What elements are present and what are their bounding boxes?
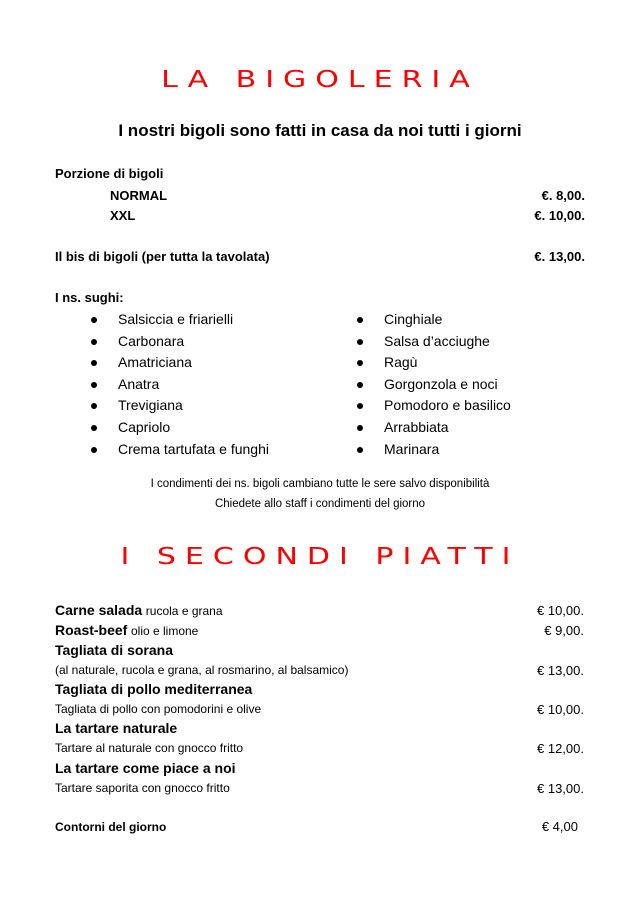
contorni-price: € 4,00 [541, 819, 578, 834]
item-detail: Tartare al naturale con gnocco fritto [55, 741, 244, 755]
list-item [357, 395, 511, 417]
sauce-label: Amatriciana [118, 354, 192, 371]
sauce-label: Gorgonzola e noci [384, 375, 498, 392]
sauce-label: Cinghiale [384, 311, 443, 327]
item-detail: (al naturale, rucola e grana, al rosmarino, al balsamico) [55, 663, 349, 677]
item-name: Carne salada [55, 602, 143, 618]
menu-item [55, 602, 223, 619]
portion-name: NORMAL [110, 188, 168, 203]
item-price: € 12,00. [537, 741, 584, 756]
item-price: € 10,00. [537, 603, 584, 618]
list-item [91, 352, 269, 374]
item-price: € 13,00. [537, 663, 584, 678]
list-item [357, 352, 511, 374]
item-name: La tartare naturale [55, 720, 178, 736]
bullet-icon [357, 339, 363, 345]
bullet-icon [357, 317, 363, 323]
item-name [55, 760, 236, 777]
portion-price: €. 8,00. [541, 188, 585, 203]
sauce-label: Ragù [384, 354, 418, 371]
bis-label: Il bis di bigoli (per tutta la tavolata) [55, 249, 270, 264]
list-item [91, 439, 269, 461]
list-item [357, 374, 511, 396]
bullet-icon [357, 382, 363, 388]
item-desc: rucola e grana [145, 604, 223, 618]
item-name: Roast-beef [55, 622, 128, 638]
bullet-icon [357, 360, 363, 366]
bullet-icon [357, 425, 363, 431]
bullet-icon [91, 447, 97, 453]
bullet-icon [357, 447, 363, 453]
bullet-icon [91, 317, 97, 323]
item-name: Tagliata di pollo mediterranea [55, 681, 253, 697]
item-price: € 9,00. [544, 623, 584, 638]
sauces-label: I ns. sughi: [55, 290, 124, 305]
item-name: La tartare come piace a noi [55, 760, 236, 776]
sauce-label: Arrabbiata [384, 418, 449, 435]
item-name [55, 720, 177, 737]
page-title: LA BIGOLERIA [161, 65, 479, 94]
contorni-label: Contorni del giorno [55, 820, 167, 834]
item-price: € 10,00. [537, 702, 584, 717]
sauces-list-right [357, 309, 511, 460]
portion-price: €. 10,00. [534, 208, 585, 223]
bullet-icon [357, 403, 363, 409]
bis-price: €. 13,00. [534, 249, 585, 264]
item-detail: Tartare saporita con gnocco fritto [55, 781, 230, 795]
bullet-icon [91, 382, 97, 388]
bullet-icon [91, 425, 97, 431]
sauce-label: Marinara [384, 440, 440, 457]
sauce-label: Carbonara [118, 332, 185, 349]
portions-label: Porzione di bigoli [55, 166, 164, 181]
list-item [357, 417, 511, 439]
item-price: € 13,00. [537, 781, 584, 796]
item-detail: Tagliata di pollo con pomodorini e olive [55, 702, 262, 716]
list-item [91, 374, 269, 396]
list-item [357, 309, 511, 331]
list-item [357, 439, 511, 461]
sauces-list-left [91, 309, 269, 460]
sauces-note: Chiedete allo staff i condimenti del giorno [214, 498, 426, 510]
menu-item [55, 622, 198, 639]
bullet-icon [91, 403, 97, 409]
list-item [357, 331, 511, 353]
list-item [91, 331, 269, 353]
sauce-label: Crema tartufata e funghi [118, 440, 269, 457]
list-item [91, 395, 269, 417]
sauce-label: Trevigiana [118, 397, 183, 414]
item-desc: olio e limone [130, 624, 199, 638]
item-name [55, 681, 252, 698]
sauce-label: Salsiccia e friarielli [118, 311, 234, 327]
sauce-label: Capriolo [118, 418, 171, 435]
bullet-icon [91, 360, 97, 366]
portion-name: XXL [110, 208, 136, 223]
sauces-note: I condimenti dei ns. bigoli cambiano tutte le sere salvo disponibilità [150, 478, 490, 490]
list-item [91, 309, 269, 331]
sauce-label: Salsa d’acciughe [384, 332, 490, 349]
page-subtitle: I nostri bigoli sono fatti in casa da noi tutti i giorni [118, 121, 522, 140]
bullet-icon [91, 339, 97, 345]
item-name [55, 642, 173, 659]
list-item [91, 417, 269, 439]
item-name: Tagliata di sorana [55, 642, 173, 658]
section-title: I SECONDI PIATTI [120, 542, 520, 571]
sauce-label: Anatra [118, 375, 160, 392]
sauce-label: Pomodoro e basilico [384, 397, 511, 414]
